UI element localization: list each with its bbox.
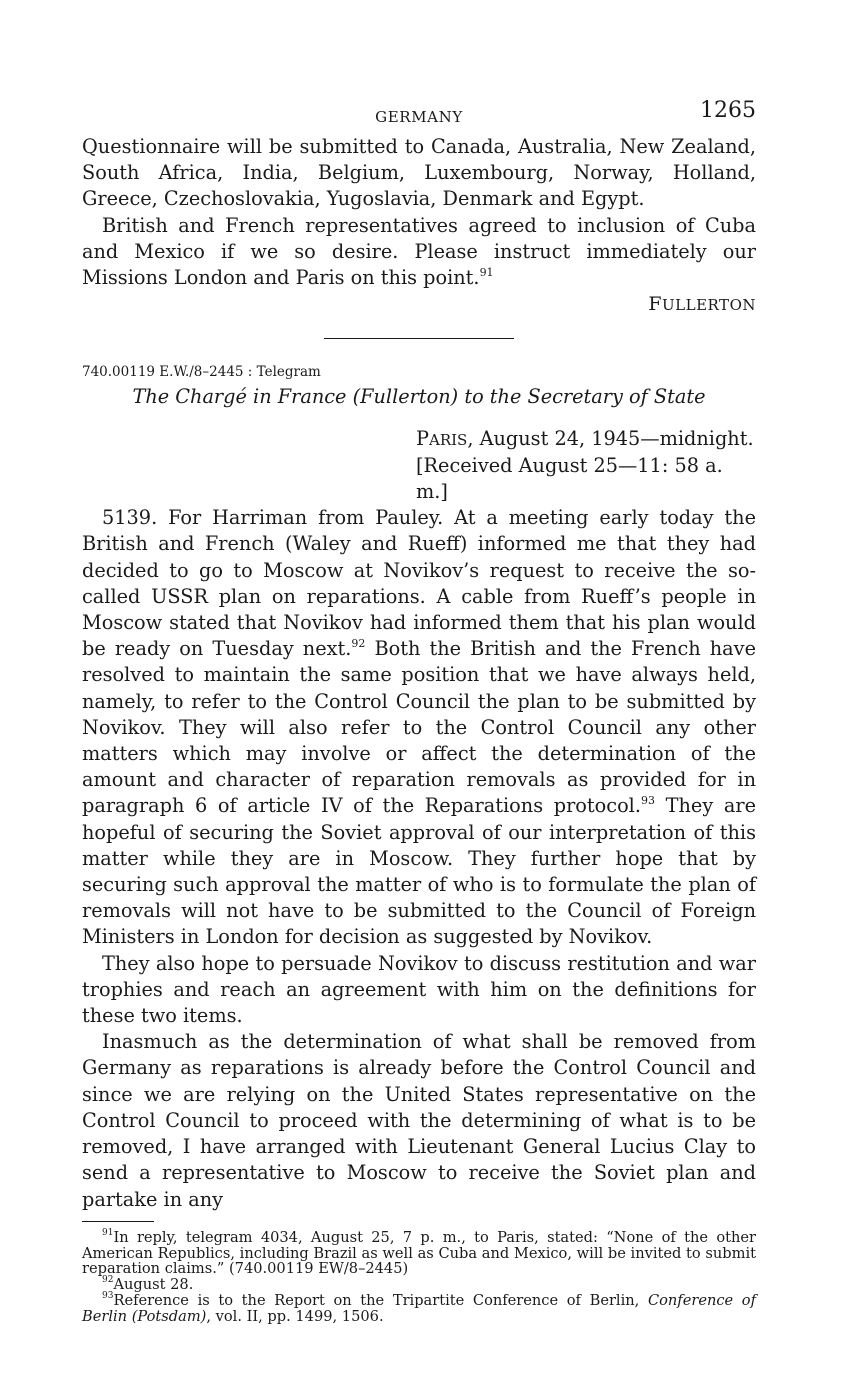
- footnote-ref-92: 92: [351, 636, 366, 650]
- telegram-text-2: They also hope to persuade Novikov to discuss restitution and war trophies and reach an agreement with him on the definitions for these two items.: [82, 951, 756, 1028]
- date-time: , August 24, 1945—midnight.: [467, 427, 754, 451]
- footnote-ref-93: 93: [640, 794, 655, 808]
- telegram-paragraph-2: [82, 951, 756, 1030]
- footnote-text: Reference is to the Report on the Tripartite Conference of Berlin,: [113, 1291, 648, 1309]
- footnote-ref-91: 91: [479, 265, 494, 279]
- document-page: [82, 96, 756, 1324]
- title-part-b: ) to the Secretary of State: [450, 385, 706, 409]
- signature-initial: F: [648, 293, 663, 316]
- telegram-text-1a: 5139. For Harriman from Pauley. At a meeting early today the British and French (Waley and Rueff) informed me that they had decided to go to Moscow at Novikov’s request to receive the so-called USSR plan on reparations. A cable from Rueff’s people in Moscow stated that Novikov had informed them that his plan would be ready on Tuesday next.: [82, 506, 756, 661]
- footnote-rule: [82, 1221, 154, 1222]
- signature: [82, 293, 756, 316]
- footnote-text: In reply, telegram 4034, August 25, 7 p. m., to Paris, stated: “None of the other American Republics, including Brazil as well as Cuba and Mexico, will be invited to submit reparation claims.” (740.00119 EW/8–2445): [82, 1228, 756, 1278]
- dateline: [416, 426, 756, 505]
- dateline-place-date: [416, 426, 756, 453]
- telegram-text-3: Inasmuch as the determination of what shall be removed from Germany as reparations is already before the Control Council and since we are relying on the United States representative on the Control Council to proceed with the determining of what is to be removed, I have arranged with Lieutenant General Lucius Clay to send a representative to Moscow to receive the Soviet plan and partake in any: [82, 1030, 756, 1211]
- footnote-93: [82, 1293, 756, 1325]
- footnote-92: [82, 1277, 756, 1293]
- continuation-text: Questionnaire will be submitted to Canada, Australia, New Zealand, South Africa, India, Belgium, Luxembourg, Norway, Holland, Greece, Czechoslovakia, Yugoslavia, Denmark and Egypt.: [82, 135, 756, 211]
- running-head: GERMANY: [375, 108, 463, 126]
- document-title: [82, 384, 756, 410]
- place-rest: ARIS: [428, 431, 468, 450]
- page-header: [82, 96, 756, 134]
- footnote-number: 93: [102, 1291, 114, 1302]
- title-part-a: The Chargé in France (: [132, 385, 361, 409]
- footnote-citation-title: Conference of Berlin (Potsdam): [82, 1291, 756, 1325]
- section-divider: [324, 338, 514, 339]
- file-reference: 740.00119 E.W./8–2445 : Telegram: [82, 364, 321, 381]
- received-line: [Received August 25—11: 58 a. m.]: [416, 454, 723, 504]
- continuation-paragraph: [82, 134, 756, 213]
- telegram-text-1c: They are hopeful of securing the Soviet approval of our interpretation of this matter while they are in Moscow. They further hope that by securing such approval the matter of who is to formulate the plan of removals will not have to be submitted to the Council of Foreign Ministers in London for decision as suggested by Novikov.: [82, 794, 756, 949]
- page-number: 1265: [700, 98, 756, 123]
- title-name: Fullerton: [360, 385, 451, 409]
- instruction-paragraph: [82, 213, 756, 292]
- place-initial: P: [416, 427, 429, 451]
- telegram-paragraph-3: [82, 1029, 756, 1212]
- instruction-text: British and French representatives agreed to inclusion of Cuba and Mexico if we so desire. Please instruct immediately our Missions London and Paris on this point.: [82, 213, 756, 290]
- telegram-paragraph-1: [82, 505, 756, 950]
- footnote-91: [82, 1227, 756, 1278]
- footnotes: [82, 1227, 756, 1325]
- footnote-number: 91: [102, 1227, 114, 1238]
- signature-rest: ULLERTON: [662, 296, 756, 315]
- footnote-citation-tail: , vol. II, pp. 1499, 1506.: [206, 1307, 384, 1325]
- footnote-number: 92: [102, 1275, 114, 1286]
- footnote-text: August 28.: [113, 1276, 194, 1294]
- telegram-text-1b: Both the British and the French have resolved to maintain the same position that we have always held, namely, to refer to the Control Council the plan to be submitted by Novikov. They will also refer to the Control Council any other matters which may involve or affect the determination of the amount and character of reparation removals as provided for in paragraph 6 of article IV of the Reparations protocol.: [82, 637, 756, 818]
